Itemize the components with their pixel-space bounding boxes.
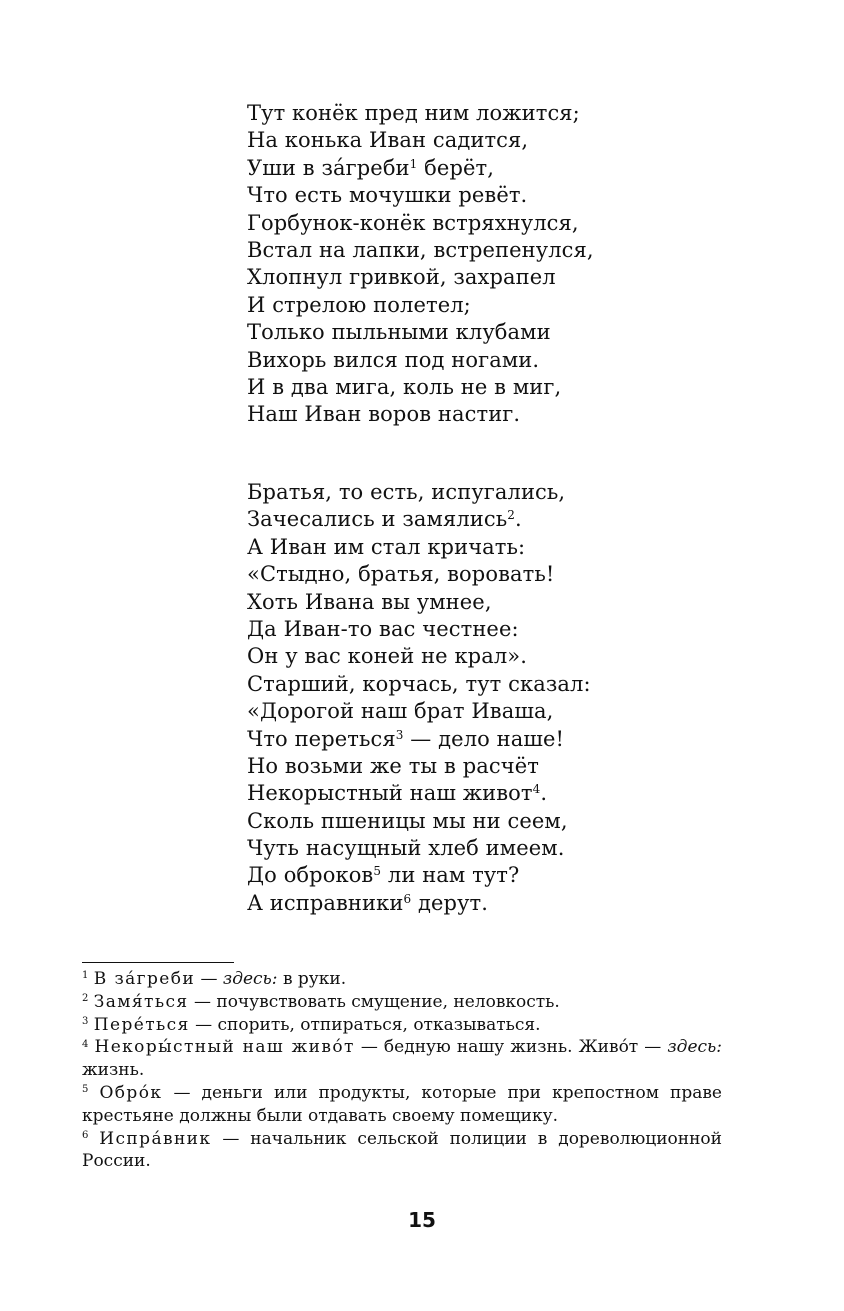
page-number: 15 — [408, 1208, 436, 1232]
footnote-4: $^4$ Некоры́стный наш живо́т — бедную нашу жизнь. Живо́т — здесь: жизнь. — [82, 1037, 723, 1081]
footnote-ref: 6 — [403, 891, 412, 906]
verse-line: Старший, корчась, тут сказал: — [247, 671, 591, 696]
footnote-3: $^3$ Пере́ться — спорить, отпираться, отказываться. — [82, 1014, 541, 1035]
footnote-5: $^5$ Обро́к — деньги или продукты, которые при крепостном праве крестьяне должны были отдавать своему помещику. — [82, 1082, 722, 1126]
verse-line: Чуть насущный хлеб имеем. — [247, 836, 565, 861]
footnote-rule — [82, 962, 234, 963]
verse-line: Хлопнул гривкой, захрапел — [247, 265, 556, 290]
verse-line: Да Иван-то вас честнее: — [247, 616, 519, 641]
footnote-ref: 5 — [373, 864, 382, 879]
verse-line: Что переться$^3$ — дело наше! — [247, 726, 565, 751]
footnote-ref: 4 — [532, 782, 541, 797]
stanza-1 — [247, 100, 594, 429]
footnotes — [82, 968, 722, 1173]
verse-line: А Иван им стал кричать: — [247, 534, 526, 559]
verse-line: Уши в за́греби$^1$ берёт, — [247, 155, 495, 180]
verse-line: На конька Иван садится, — [247, 128, 529, 153]
verse-line: Тут конёк пред ним ложится; — [247, 101, 580, 125]
stanza-2 — [247, 479, 591, 917]
verse-line: «Стыдно, братья, воровать! — [247, 562, 555, 587]
verse-line: Некорыстный наш живот$^4$. — [247, 781, 548, 806]
verse-line: Но возьми же ты в расчёт — [247, 753, 539, 778]
verse-line: Что есть мочушки ревёт. — [247, 183, 528, 208]
verse-line: И стрелою полетел; — [247, 292, 471, 317]
verse-line: Встал на лапки, встрепенулся, — [247, 237, 594, 262]
verse-line: Горбунок-конёк встряхнулся, — [247, 210, 579, 235]
verse-line: Зачесались и замялись$^2$. — [247, 507, 522, 532]
footnote-2: $^2$ Замя́ться — почувствовать смущение, неловкость. — [82, 991, 560, 1012]
verse-line: А исправники$^6$ дерут. — [247, 890, 489, 915]
verse-line: Хоть Ивана вы умнее, — [247, 589, 492, 614]
verse-line: Только пыльными клубами — [247, 320, 551, 345]
verse-line: Он у вас коней не крал». — [247, 644, 528, 669]
footnote-ref: 1 — [409, 156, 418, 171]
verse-line: Вихорь вился под ногами. — [247, 347, 540, 372]
verse-line: «Дорогой наш брат Иваша, — [247, 699, 554, 724]
footnote-ref: 3 — [395, 727, 404, 742]
verse-line: До оброков$^5$ ли нам тут? — [247, 863, 520, 888]
footnote-ref: 2 — [507, 508, 516, 523]
verse-line: Наш Иван воров настиг. — [247, 402, 521, 427]
footnote-1: $^1$ В за́греби — здесь: в руки. — [82, 969, 347, 989]
verse-line: Братья, то есть, испугались, — [247, 480, 566, 504]
verse-line: И в два мига, коль не в миг, — [247, 374, 562, 399]
footnote-6: $^6$ Испра́вник — начальник сельской полиции в дореволюционной России. — [82, 1128, 722, 1172]
verse-line: Сколь пшеницы мы ни сеем, — [247, 808, 568, 833]
